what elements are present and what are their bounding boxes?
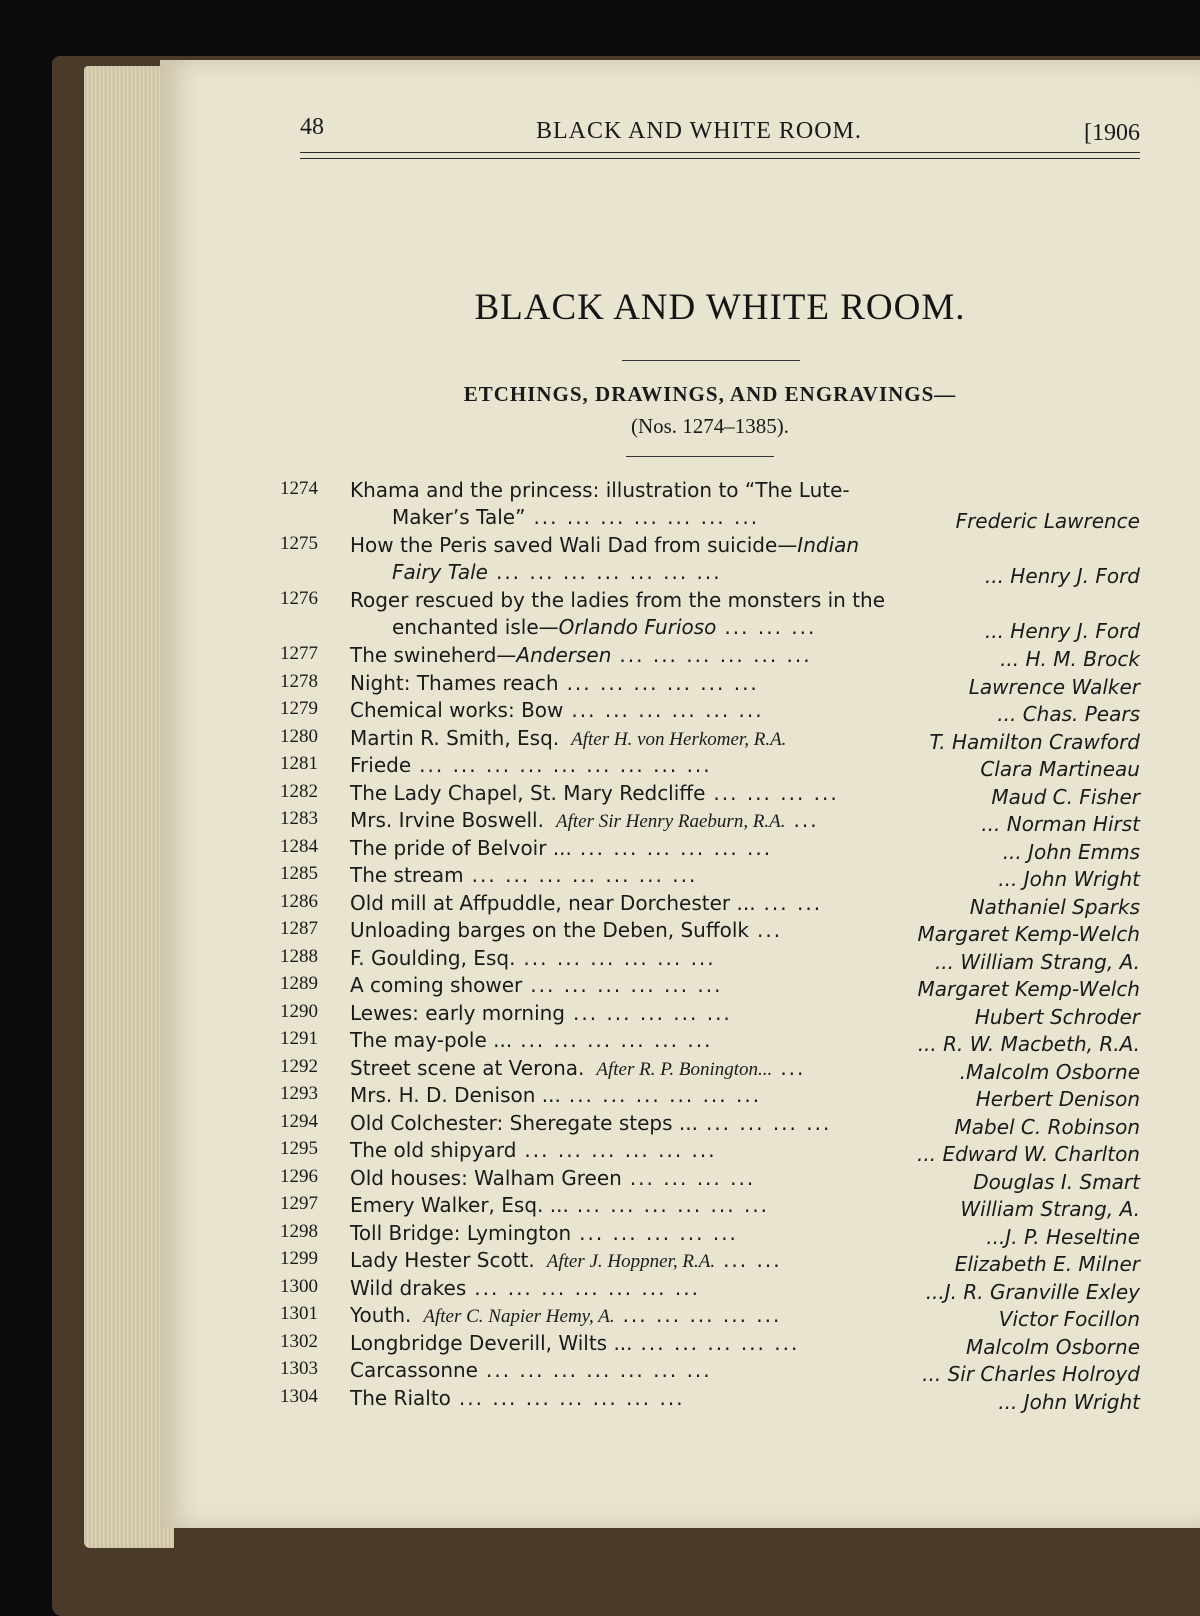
entry-title-text: F. Goulding, Esq. — [350, 945, 516, 970]
entry-artist: Margaret Kemp-Welch — [917, 977, 1140, 1001]
entry-number: 1282 — [280, 780, 318, 802]
leader-dots: ... ... ... ... ... ... ... — [458, 1385, 685, 1410]
section-range: (Nos. 1274–1385). — [630, 414, 790, 438]
entry-after-credit: After C. Napier Hemy, A. — [423, 1306, 615, 1327]
entry-artist: .Malcolm Osborne — [959, 1059, 1140, 1084]
entry-artist: Herbert Denison — [975, 1087, 1140, 1111]
entry-number: 1278 — [280, 670, 318, 692]
entry-number: 1297 — [280, 1193, 318, 1214]
leader-dots: ... ... ... ... ... — [573, 1000, 732, 1025]
running-title: BLACK AND WHITE ROOM. — [536, 118, 862, 144]
entry-title — [350, 726, 786, 751]
entry-source: Fairy Tale — [392, 560, 488, 584]
entry-artist: ... John Wright — [998, 867, 1140, 891]
entry-title-text: Wild drakes — [350, 1275, 467, 1300]
entry-title-text: Old Colchester: Sheregate steps ... — [350, 1110, 698, 1135]
leader-dots: ... ... ... ... — [705, 1110, 832, 1135]
entry-number: 1294 — [280, 1110, 318, 1132]
entry-title-text: Lewes: early morning — [350, 1000, 565, 1025]
entry-number: 1277 — [280, 643, 318, 664]
leader-dots: ... ... ... ... ... ... — [568, 1083, 762, 1107]
entry-title-text: Emery Walker, Esq. ... — [350, 1193, 569, 1217]
leader-dots: ... ... ... ... ... ... — [566, 670, 759, 695]
entry-title — [350, 973, 723, 997]
catalogue-entry — [280, 1303, 1140, 1331]
leader-dots: ... — [780, 1055, 806, 1080]
entry-title — [350, 918, 782, 942]
leader-dots: ... ... ... ... ... — [579, 1220, 738, 1245]
catalogue-entry — [280, 671, 1140, 699]
catalogue-entry — [280, 478, 1140, 533]
entry-number: 1291 — [280, 1028, 318, 1049]
leader-dots: ... ... ... ... — [629, 1165, 756, 1190]
entry-title-text: Youth. — [350, 1303, 412, 1327]
entry-number: 1289 — [280, 973, 318, 994]
catalogue-entry — [280, 946, 1140, 974]
catalogue-entry — [280, 533, 1140, 588]
entry-artist: ...J. P. Heseltine — [986, 1224, 1140, 1249]
entry-number: 1279 — [280, 698, 318, 719]
entry-artist: Elizabeth E. Milner — [954, 1252, 1140, 1276]
entry-title-text: Night: Thames reach — [350, 670, 559, 695]
entry-artist: Margaret Kemp-Welch — [917, 922, 1140, 946]
entry-artist: Lawrence Walker — [968, 674, 1140, 699]
entry-title-line1 — [350, 588, 885, 612]
entry-artist: ... Norman Hirst — [981, 812, 1140, 836]
catalogue-entries — [280, 478, 1140, 1413]
entry-artist: ... Edward W. Charlton — [917, 1142, 1140, 1166]
entry-number: 1292 — [280, 1055, 318, 1077]
entry-title — [350, 1083, 761, 1107]
entry-title — [350, 1221, 738, 1245]
leader-dots: ... ... — [763, 890, 823, 915]
entry-title-line2 — [392, 560, 722, 584]
entry-title-text: The may-pole ... — [350, 1028, 513, 1052]
catalogue-entry — [280, 836, 1140, 864]
leader-dots: ... ... ... ... ... ... ... — [471, 863, 698, 887]
entry-artist: Douglas I. Smart — [973, 1169, 1140, 1194]
entry-title-text: A coming shower — [350, 973, 523, 997]
catalogue-entry — [280, 643, 1140, 671]
catalogue-entry — [280, 1001, 1140, 1029]
entry-artist: ... Henry J. Ford — [984, 619, 1140, 643]
entry-title-text: The stream — [350, 863, 464, 887]
entry-artist: Hubert Schroder — [974, 1004, 1140, 1029]
leader-dots: ... ... ... ... ... ... ... — [486, 1358, 712, 1382]
entry-title — [350, 1111, 831, 1135]
entry-title-text: Mrs. Irvine Boswell. — [350, 808, 544, 832]
leader-dots: ... ... ... ... — [713, 780, 839, 805]
entry-title — [350, 1193, 769, 1217]
entry-title — [350, 1248, 782, 1273]
leader-dots: ... ... ... ... ... — [640, 1330, 800, 1355]
entry-number: 1301 — [280, 1303, 318, 1324]
leader-dots: ... — [793, 808, 819, 832]
catalogue-entry — [280, 891, 1140, 919]
entry-title — [350, 753, 712, 777]
catalogue-entry — [280, 1358, 1140, 1386]
entry-artist: T. Hamilton Crawford — [929, 729, 1140, 754]
entry-artist: ... Chas. Pears — [997, 702, 1140, 726]
entry-title — [350, 781, 839, 805]
entry-source: Orlando Furioso — [558, 615, 717, 639]
entry-number: 1284 — [280, 835, 318, 857]
entry-number: 1298 — [280, 1220, 318, 1242]
entry-source: Indian — [797, 533, 860, 557]
entry-title-text: Old houses: Walham Green — [350, 1165, 622, 1190]
entry-after-credit: After R. P. Bonington... — [596, 1058, 773, 1080]
entry-title — [350, 1001, 732, 1025]
leader-dots: ... ... ... ... ... ... — [530, 973, 723, 997]
section-subtitle: ETCHINGS, DRAWINGS, AND ENGRAVINGS— — [463, 382, 957, 406]
entry-title — [350, 1276, 700, 1300]
entry-title-text: Longbridge Deverill, Wilts ... — [350, 1330, 633, 1355]
entry-title — [350, 1166, 755, 1190]
title-rule — [622, 360, 800, 361]
leader-dots: ... ... ... ... ... ... — [576, 1193, 770, 1217]
leader-dots: ... ... ... — [724, 615, 817, 639]
entry-number: 1303 — [280, 1358, 318, 1379]
entry-title-line2 — [392, 615, 816, 639]
catalogue-entry — [280, 1028, 1140, 1056]
catalogue-entry — [280, 1083, 1140, 1111]
entry-title-text: Mrs. H. D. Denison ... — [350, 1083, 561, 1107]
entry-title-text: The old shipyard — [350, 1138, 517, 1162]
entry-number: 1302 — [280, 1330, 318, 1352]
catalogue-entry — [280, 781, 1140, 809]
entry-title — [350, 1028, 712, 1052]
year-marker: [1906 — [1084, 120, 1140, 146]
entry-number: 1287 — [280, 918, 318, 939]
leader-dots: ... — [757, 918, 783, 942]
leader-dots: ... ... ... ... ... ... ... — [533, 505, 760, 529]
running-header — [300, 114, 1140, 154]
leader-dots: ... ... ... ... ... ... — [571, 698, 764, 722]
entry-artist: ...J. R. Granville Exley — [925, 1279, 1140, 1304]
leader-dots: ... ... ... ... ... ... ... — [474, 1275, 700, 1300]
section-title: BLACK AND WHITE ROOM. — [474, 287, 966, 328]
entry-number: 1288 — [280, 945, 318, 967]
catalogue-entry — [280, 973, 1140, 1001]
entry-title-line1 — [350, 533, 859, 557]
header-double-rule — [300, 152, 1140, 159]
leader-dots: ... ... ... ... ... ... — [523, 945, 716, 970]
entry-title-text: Unloading barges on the Deben, Suffolk — [350, 918, 750, 942]
entry-title — [350, 891, 822, 915]
entry-number: 1280 — [280, 725, 318, 747]
catalogue-entry — [280, 753, 1140, 781]
entry-artist: ... William Strang, A. — [934, 949, 1140, 974]
entry-title-line1 — [350, 478, 850, 502]
catalogue-entry — [280, 1331, 1140, 1359]
entry-artist: Clara Martineau — [980, 757, 1140, 781]
entry-number: 1296 — [280, 1165, 318, 1187]
entry-title — [350, 1331, 799, 1355]
entry-title-text: The Lady Chapel, St. Mary Redcliffe — [350, 780, 706, 805]
leader-dots: ... ... ... ... ... ... — [520, 1028, 713, 1052]
entry-title — [350, 1056, 805, 1081]
entry-number: 1286 — [280, 890, 318, 912]
entry-title-text: Lady Hester Scott. — [350, 1248, 535, 1272]
entry-title-text: enchanted isle— — [392, 615, 559, 639]
catalogue-entry — [280, 1056, 1140, 1084]
entry-artist: Nathaniel Sparks — [969, 894, 1140, 919]
entry-title — [350, 946, 716, 970]
catalogue-entry — [280, 808, 1140, 836]
entry-number: 1299 — [280, 1248, 318, 1269]
entry-title-text: The swineherd— — [350, 643, 517, 667]
catalogue-entry — [280, 918, 1140, 946]
entry-title — [350, 1138, 717, 1162]
catalogue-entry — [280, 1221, 1140, 1249]
entry-title — [350, 1358, 712, 1382]
entry-title-text: Street scene at Verona. — [350, 1055, 585, 1080]
leader-dots: ... ... ... ... ... ... — [619, 643, 812, 667]
entry-artist: ... Henry J. Ford — [984, 564, 1140, 588]
entry-after-credit: After H. von Herkomer, R.A. — [571, 728, 787, 750]
entry-after-credit: After Sir Henry Raeburn, R.A. — [555, 811, 786, 832]
entry-title-text: How the Peris saved Wali Dad from suicide— — [350, 533, 798, 557]
entry-artist: Frederic Lawrence — [955, 509, 1140, 533]
catalogue-entry — [280, 863, 1140, 891]
entry-artist: Mabel C. Robinson — [954, 1114, 1140, 1139]
entry-title — [350, 643, 812, 667]
page-number: 48 — [300, 114, 324, 140]
entry-number: 1281 — [280, 753, 318, 774]
entry-number: 1275 — [280, 533, 318, 554]
entry-title-text: The pride of Belvoir ... — [350, 835, 572, 860]
entry-number: 1300 — [280, 1275, 318, 1297]
leader-dots: ... ... ... ... ... ... ... — [495, 560, 722, 584]
entry-artist: ... H. M. Brock — [1000, 647, 1140, 671]
entry-title-text: Khama and the princess: illustration to “The Lute- — [350, 478, 850, 502]
catalogue-entry — [280, 1111, 1140, 1139]
catalogue-entry — [280, 1193, 1140, 1221]
entry-title-text: Friede — [350, 753, 412, 777]
entry-title-text: The Rialto — [350, 1385, 451, 1410]
entry-number: 1274 — [280, 478, 318, 499]
entry-title — [350, 671, 759, 695]
entry-number: 1293 — [280, 1083, 318, 1104]
catalogue-entry — [280, 1138, 1140, 1166]
entry-number: 1295 — [280, 1138, 318, 1159]
entry-title — [350, 808, 819, 833]
catalogue-entry — [280, 698, 1140, 726]
entry-title-text: Toll Bridge: Lymington — [350, 1220, 572, 1245]
entry-artist: ... John Wright — [998, 1389, 1140, 1414]
catalogue-entry — [280, 1276, 1140, 1304]
entry-title-line2 — [392, 505, 759, 529]
entry-source: Andersen — [516, 643, 612, 667]
entry-number: 1290 — [280, 1000, 318, 1022]
entry-title-text: Chemical works: Bow — [350, 698, 564, 722]
leader-dots: ... ... ... ... ... ... — [579, 835, 773, 860]
leader-dots: ... ... ... ... ... ... — [524, 1138, 717, 1162]
entry-artist: William Strang, A. — [960, 1197, 1140, 1221]
entry-artist: ... Sir Charles Holroyd — [922, 1362, 1140, 1386]
entry-title-text: Roger rescued by the ladies from the monsters in the — [350, 588, 886, 612]
entry-artist: Maud C. Fisher — [991, 784, 1140, 809]
entry-title-text: Maker’s Tale” — [392, 505, 526, 529]
entry-number: 1283 — [280, 808, 318, 829]
entry-title — [350, 1303, 781, 1328]
entry-title-text: Carcassonne — [350, 1358, 478, 1382]
entry-artist: ... John Emms — [1002, 839, 1140, 864]
catalogue-entry — [280, 1248, 1140, 1276]
catalogue-entry — [280, 588, 1140, 643]
entry-number: 1285 — [280, 863, 318, 884]
catalogue-entry — [280, 1386, 1140, 1414]
entry-title-text: Old mill at Affpuddle, near Dorchester ... — [350, 890, 756, 915]
entry-title — [350, 698, 764, 722]
catalogue-entry — [280, 1166, 1140, 1194]
entry-title — [350, 863, 697, 887]
leader-dots: ... ... ... ... ... ... ... ... ... — [419, 753, 712, 777]
entry-artist: Malcolm Osborne — [966, 1334, 1140, 1359]
catalogue-entry — [280, 726, 1140, 754]
entry-number: 1276 — [280, 588, 318, 609]
leader-dots: ... ... ... ... ... — [622, 1303, 782, 1327]
entry-title-text: Martin R. Smith, Esq. — [350, 725, 560, 750]
entry-title — [350, 836, 772, 860]
entry-after-credit: After J. Hoppner, R.A. — [546, 1251, 716, 1272]
entry-number: 1304 — [280, 1385, 318, 1407]
entry-artist: Victor Focillon — [998, 1307, 1140, 1331]
subtitle-rule — [626, 456, 774, 457]
entry-artist: ... R. W. Macbeth, R.A. — [917, 1032, 1140, 1056]
leader-dots: ... ... — [723, 1248, 782, 1272]
entry-title — [350, 1386, 685, 1410]
